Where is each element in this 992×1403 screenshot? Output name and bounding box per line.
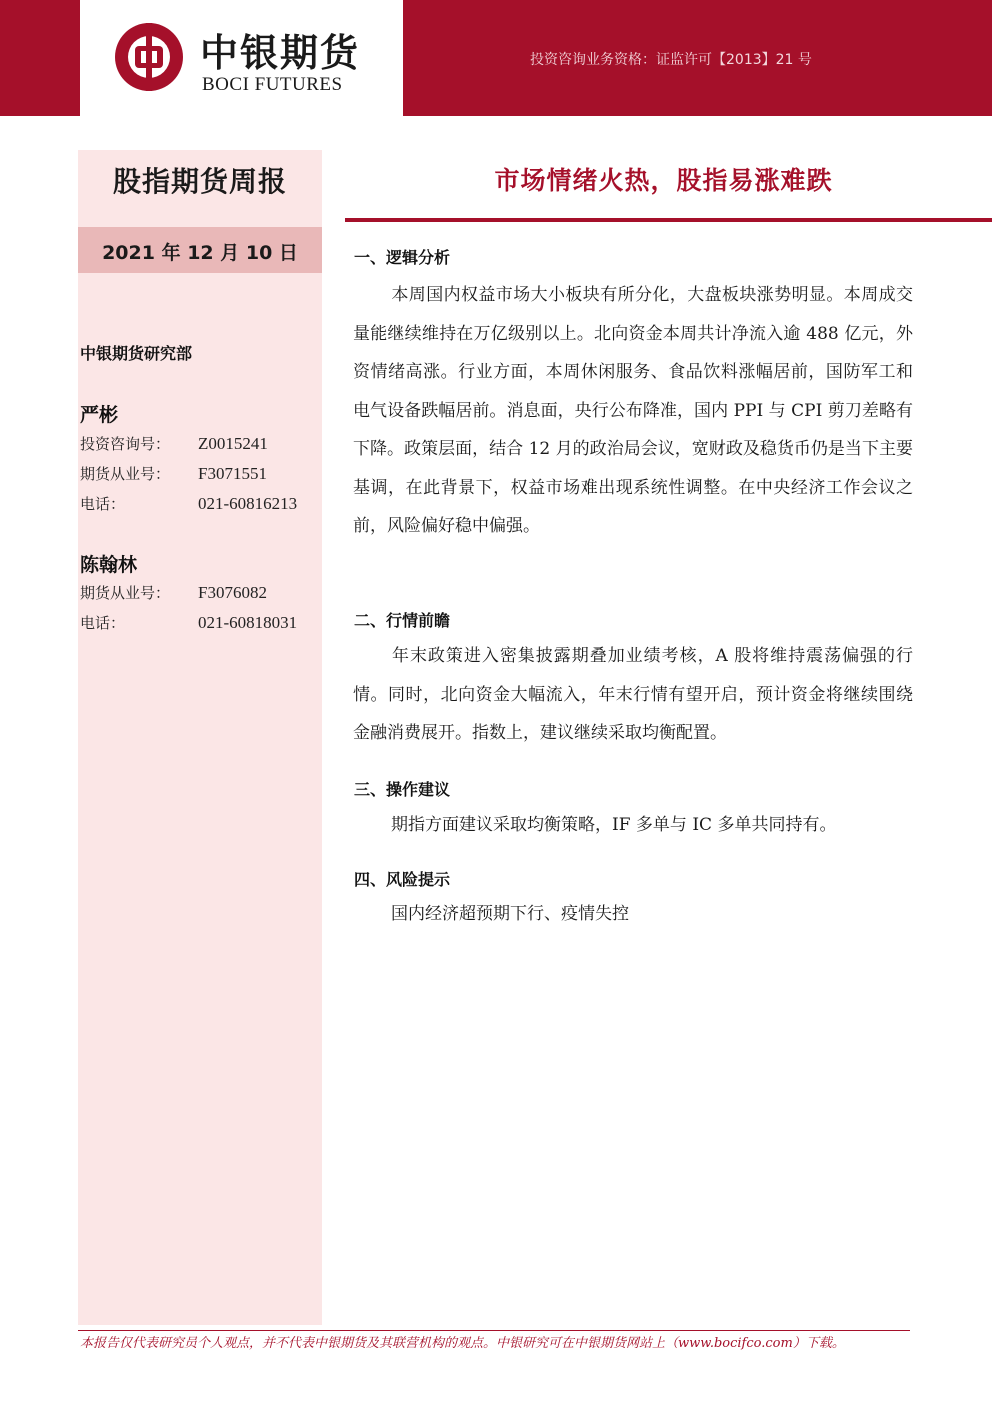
section-paragraph	[353, 895, 913, 934]
info-value: Z0015241	[198, 434, 268, 453]
sidebar-panel	[78, 150, 322, 1325]
footer-disclaimer: 本报告仅代表研究员个人观点，并不代表中银期货及其联营机构的观点。中银研究可在中银期货网站上（www.bocifco.com）下载。	[80, 1336, 845, 1351]
report-headline: 市场情绪火热，股指易涨难跌	[494, 166, 833, 195]
license-text: 投资咨询业务资格：证监许可【2013】21 号	[530, 52, 812, 68]
section-body: 国内经济超预期下行、疫情失控	[391, 904, 629, 924]
section-paragraph	[353, 637, 913, 753]
header-left-band	[0, 0, 80, 116]
boc-logo-icon	[112, 20, 186, 94]
department-name: 中银期货研究部	[80, 344, 193, 363]
brand-name-cn: 中银期货	[200, 30, 361, 75]
section-paragraph	[353, 276, 913, 546]
info-value: F3076082	[198, 583, 267, 602]
info-value: F3071551	[198, 464, 267, 483]
analyst-info-row	[80, 463, 267, 484]
report-date: 2021 年 12 月 10 日	[102, 242, 298, 264]
footer-divider	[78, 1330, 910, 1331]
section-heading: 二、行情前瞻	[354, 611, 451, 630]
info-label: 期货从业号：	[80, 465, 171, 483]
section-body: 年末政策进入密集披露期叠加业绩考核，A 股将维持震荡偏强的行情。同时，北向资金大幅流入，年末行情有望开启，预计资金将继续围绕金融消费展开。指数上，建议继续采取均衡配置。	[353, 646, 913, 743]
section-body: 期指方面建议采取均衡策略，IF 多单与 IC 多单共同持有。	[391, 815, 837, 835]
info-label: 期货从业号：	[80, 584, 171, 602]
info-label: 电话：	[80, 495, 126, 513]
section-heading: 四、风险提示	[354, 870, 451, 889]
info-value: 021-60818031	[198, 613, 298, 632]
section-paragraph	[353, 806, 913, 845]
analyst-name: 严彬	[80, 404, 119, 426]
analyst-info-row	[80, 493, 297, 514]
section-heading: 一、逻辑分析	[354, 248, 451, 267]
section-body: 本周国内权益市场大小板块有所分化，大盘板块涨势明显。本周成交量能继续维持在万亿级别以上。北向资金本周共计净流入逾 488 亿元，外资情绪高涨。行业方面，本周休闲服务、食品饮料涨幅居前，国防军工和电气设备跌幅居前。消息面，央行公布降准，国内 PPI 与 CPI 剪刀差略有下降。政策层面，结合 12 月的政治局会议，宽财政及稳货币仍是当下主要基调，在此背景下，权益市场难出现系统性调整。在中央经济工作会议之前，风险偏好稳中偏强。	[353, 285, 913, 536]
brand-name-en: BOCI FUTURES	[202, 74, 343, 95]
analyst-info-row	[80, 582, 267, 603]
analyst-info-row	[80, 612, 297, 633]
report-type-title: 股指期货周报	[112, 165, 287, 198]
section-heading: 三、操作建议	[354, 780, 451, 799]
analyst-name: 陈翰林	[80, 554, 138, 576]
info-label: 电话：	[80, 614, 126, 632]
info-label: 投资咨询号：	[80, 435, 171, 453]
analyst-info-row	[80, 433, 268, 454]
info-value: 021-60816213	[198, 494, 298, 513]
headline-divider	[345, 218, 992, 222]
